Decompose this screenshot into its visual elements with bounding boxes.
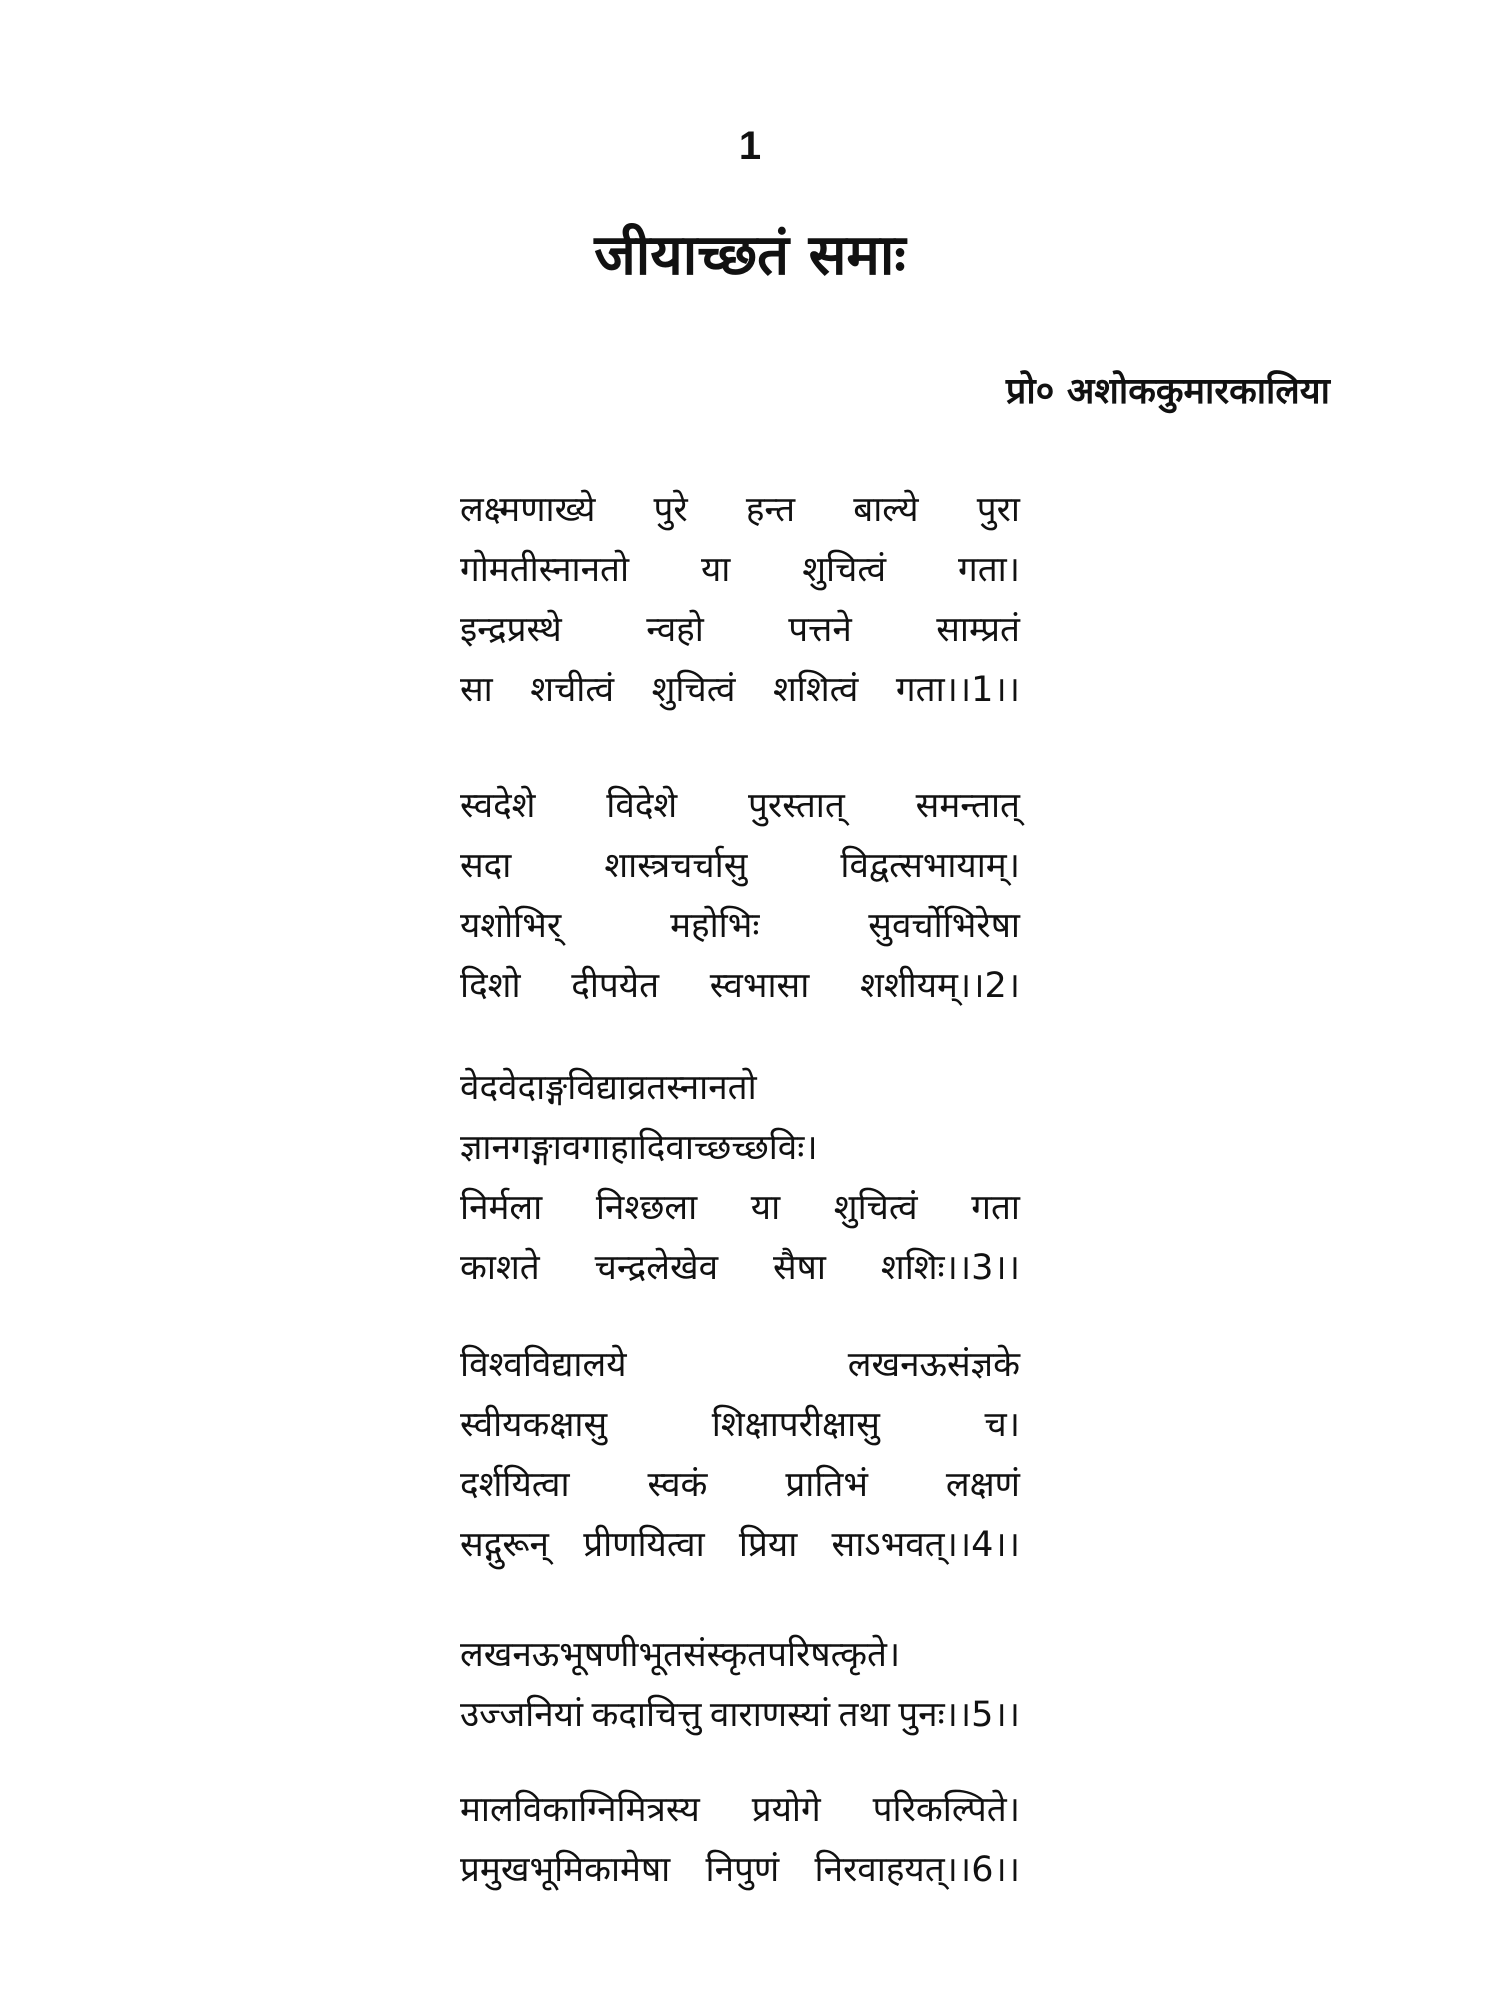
- verse-word: विद्वत्सभायाम्।: [840, 846, 1020, 886]
- verse-word: च।: [984, 1405, 1020, 1445]
- verse-word: सैषा: [773, 1248, 826, 1288]
- verse-word: गता।: [957, 550, 1020, 590]
- verse-line: [460, 956, 1020, 1016]
- verse-word: निश्छला: [595, 1188, 698, 1228]
- verse-line: [460, 540, 1020, 600]
- verse-word: निरवाहयत्।।6।।: [814, 1850, 1020, 1890]
- verse-word: तथा: [838, 1695, 890, 1735]
- verse-word: यशोभिर्: [460, 906, 562, 946]
- poem-title: जीयाच्छतं समाः: [594, 223, 906, 288]
- verse-line: [460, 896, 1020, 956]
- verse-line: [460, 1685, 1020, 1745]
- verse-line: [460, 1118, 1020, 1178]
- verse-line: [460, 1515, 1020, 1575]
- verse-3: [460, 1058, 1020, 1298]
- verse-word: शुचित्वं: [833, 1188, 918, 1228]
- verse-word: शास्त्रचर्चासु: [604, 846, 748, 886]
- verse-word: उज्जनियां: [460, 1695, 584, 1735]
- verse-word: प्रमुखभूमिकामेषा: [460, 1850, 671, 1890]
- verse-word: सा: [460, 670, 493, 710]
- verse-5: [460, 1625, 1020, 1745]
- verse-word: निर्मला: [460, 1188, 543, 1228]
- verse-word: स्वकं: [647, 1465, 708, 1505]
- author-name: प्रो० अशोककुमारकालिया: [1005, 371, 1330, 412]
- verse-word: दर्शयित्वा: [460, 1465, 570, 1505]
- verse-word: दिशो: [460, 966, 521, 1006]
- verse-line: [460, 776, 1020, 836]
- verse-word: या: [700, 550, 731, 590]
- verse-word: लक्षणं: [945, 1465, 1020, 1505]
- verse-word: ज्ञानगङ्गावगाहादिवाच्छच्छविः।: [460, 1128, 818, 1168]
- verse-word: दीपयेत: [571, 966, 660, 1006]
- verse-word: पुरे: [653, 490, 688, 530]
- verse-word: लक्ष्मणाख्ये: [460, 490, 596, 530]
- verse-word: शशीयम्।।2।: [860, 966, 1020, 1006]
- verse-word: महोभिः: [670, 906, 760, 946]
- verse-word: प्रयोगे: [751, 1790, 821, 1830]
- verse-word: प्रीणयित्वा: [583, 1525, 705, 1565]
- verse-word: सुवर्चोभिरेषा: [868, 906, 1020, 946]
- verse-line: [460, 600, 1020, 660]
- verse-2: [460, 776, 1020, 1016]
- verse-word: इन्द्रप्रस्थे: [460, 610, 562, 650]
- verse-word: या: [750, 1188, 781, 1228]
- verse-line: [460, 1840, 1020, 1900]
- verse-word: कदाचित्तु: [591, 1695, 702, 1735]
- verse-word: हन्त: [745, 490, 796, 530]
- verse-word: प्रातिभं: [785, 1465, 868, 1505]
- verse-word: काशते: [460, 1248, 540, 1288]
- verse-4: [460, 1335, 1020, 1575]
- verse-line: [460, 1335, 1020, 1395]
- verse-word: विदेशे: [606, 786, 678, 826]
- verse-word: न्वहो: [646, 610, 704, 650]
- verse-word: शशिः।।3।।: [880, 1248, 1020, 1288]
- page-number: 1: [738, 124, 762, 168]
- verse-line: [460, 1780, 1020, 1840]
- verse-word: चन्द्रलेखेव: [594, 1248, 719, 1288]
- verse-line: [460, 1058, 1020, 1118]
- verse-word: गोमतीस्नानतो: [460, 550, 630, 590]
- verse-word: परिकल्पिते।: [872, 1790, 1020, 1830]
- verse-word: शचीत्वं: [530, 670, 615, 710]
- verse-word: पुरा: [976, 490, 1020, 530]
- verse-line: [460, 1238, 1020, 1298]
- verse-word: प्रिया: [738, 1525, 798, 1565]
- verse-word: शिक्षापरीक्षासु: [711, 1405, 880, 1445]
- verse-line: [460, 480, 1020, 540]
- verse-line: [460, 1455, 1020, 1515]
- verse-word: गता: [971, 1188, 1020, 1228]
- verse-word: समन्तात्: [915, 786, 1020, 826]
- verse-word: पुरस्तात्: [748, 786, 845, 826]
- verse-word: विश्वविद्यालये: [460, 1345, 627, 1385]
- verse-word: सद्गुरून्: [460, 1525, 549, 1565]
- verse-word: बाल्ये: [853, 490, 919, 530]
- verse-6: [460, 1780, 1020, 1900]
- verse-word: स्वभासा: [709, 966, 810, 1006]
- verse-word: पत्तने: [788, 610, 852, 650]
- verse-line: [460, 660, 1020, 720]
- verse-word: मालविकाग्निमित्रस्य: [460, 1790, 700, 1830]
- verse-word: लखनऊसंज्ञके: [847, 1345, 1020, 1385]
- verse-word: साऽभवत्।।4।।: [831, 1525, 1020, 1565]
- verse-word: शशित्वं: [772, 670, 859, 710]
- verse-word: गता।।1।।: [895, 670, 1020, 710]
- verse-line: [460, 1625, 1020, 1685]
- verse-word: शुचित्वं: [802, 550, 887, 590]
- verse-word: निपुणं: [705, 1850, 780, 1890]
- verse-word: स्वीयकक्षासु: [460, 1405, 608, 1445]
- verse-word: साम्प्रतं: [936, 610, 1020, 650]
- verse-word: स्वदेशे: [460, 786, 536, 826]
- verse-word: लखनऊभूषणीभूतसंस्कृतपरिषत्कृते।: [460, 1635, 901, 1675]
- verse-word: शुचित्वं: [651, 670, 736, 710]
- verse-word: वेदवेदाङ्गविद्याव्रतस्नानतो: [460, 1068, 757, 1108]
- verse-word: पुनः।।5।।: [898, 1695, 1020, 1735]
- verse-line: [460, 836, 1020, 896]
- verse-word: सदा: [460, 846, 512, 886]
- verse-1: [460, 480, 1020, 720]
- verse-line: [460, 1178, 1020, 1238]
- verse-line: [460, 1395, 1020, 1455]
- verse-word: वाराणस्यां: [709, 1695, 831, 1735]
